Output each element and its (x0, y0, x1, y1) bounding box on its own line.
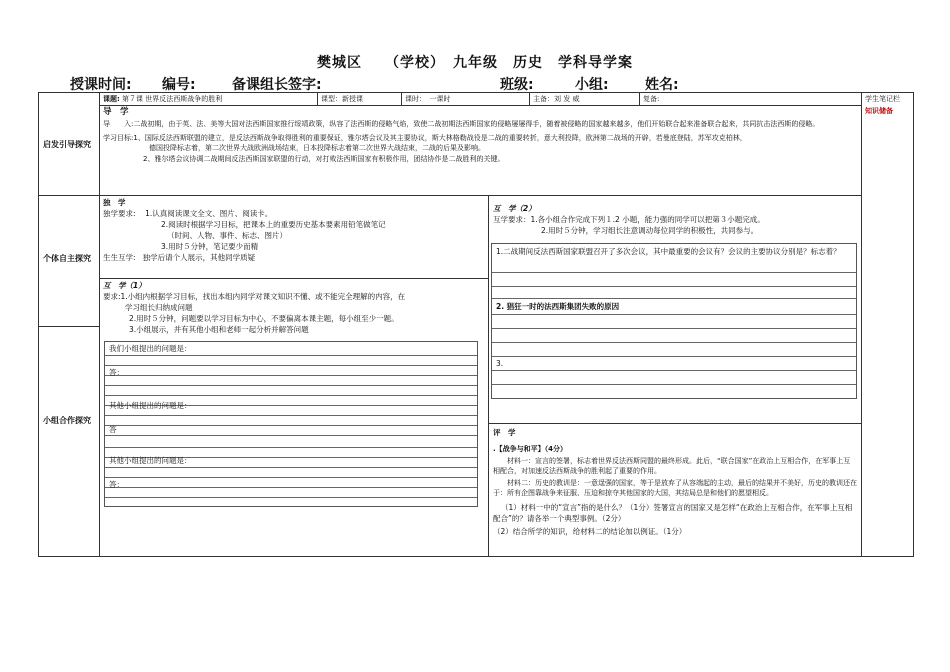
pair-study-2-question-1: 1.二战期间反法西斯国家联盟召开了多次会议，其中最重要的会议有？会议的主要协议分别是？标志着？ (496, 247, 841, 256)
self-study-req-label: 独学要求: (103, 209, 136, 218)
intro-section (103, 106, 855, 164)
worksheet-table (38, 92, 914, 557)
pair-study-2-req-1: 互学要求：1.各小组合作完成下列１.2 小题，能力强的同学可以把第３小题完成。 (493, 215, 765, 224)
self-study-section (103, 197, 483, 263)
lesson-period: 课时： 一课时 (405, 95, 451, 103)
self-study-req-1-text: 1.认真阅读课文全文、图片、阅读卡。 (145, 209, 273, 218)
learning-goals (103, 133, 855, 143)
own-group-question-label: 我们小组提出的问题是： (109, 344, 192, 353)
pair-study-1-req-1b: 学习组长归纳成问题 (125, 303, 193, 312)
self-study-req-1 (103, 208, 483, 219)
intro-lead-text: 二战初期，由于英、法、美等大国对法西斯国家推行绥靖政策，纵容了法西斯的侵略气焰，致使二战初期法西斯国家的侵略屡屡得手，随着被侵略的国家越来越多，他们开始联合起来准备联合起来，共同抗击法西斯的侵略。 (133, 120, 820, 128)
pair-study-1-req-2: 2.用时５分钟，问题要以学习目标为中心，不要偏离本课主题，每小组至少一题。 (129, 314, 399, 323)
pair-study-2-question-3: 3. (496, 359, 504, 368)
lesson-review: 复备: (643, 95, 660, 103)
lesson-author: 主备：刘 发 威 (533, 95, 580, 103)
evaluation-heading: 评 学 (493, 428, 516, 437)
intro-lead (103, 119, 855, 129)
stage-individual-inquiry: 个体自主探究 (43, 254, 91, 263)
evaluation-topic: .【战争与和平】（4分） (493, 445, 568, 453)
pair-study-1-req-3: 3.小组展示，并有其他小组和老师一起分析并解答问题 (129, 325, 309, 334)
topic-value: 第７课 世界反法西斯战争的胜利 (122, 95, 223, 103)
stage-guided-inquiry: 启发引导探究 (43, 140, 91, 149)
pair-study-2-question-2: 2. 猖狂一时的法西斯集团失败的原因 (496, 302, 620, 311)
pair-study-1-section (103, 280, 483, 335)
class-label: 班级: (500, 77, 534, 93)
stage-group-inquiry: 小组合作探究 (43, 416, 91, 425)
material-1: 材料一：宣言的签署，标志着世界反法西斯同盟的最终形成。此后，“联合国家”在政治上互相合作，在军事上互相配合，对加速反法西斯战争的胜利起了重要的作用。 (493, 457, 851, 475)
answer-field-2[interactable]: 答 (109, 425, 117, 434)
self-study-req-2b: （时间、人物、事件、标志、图片） (167, 231, 287, 240)
evaluation-section (493, 427, 857, 537)
pair-study-1-req-1: 要求:1.小组内根据学习目标，找出本组内同学对课文知识不懂、或不能完全理解的内容，在 (103, 292, 406, 301)
leader-signature-label: 备课组长签字: (232, 77, 322, 93)
learning-goals-label: 学习目标: (103, 134, 134, 142)
evaluation-question-1: （1）材料一中的“宣言”指的是什么？（1分）签署宣言的国家又是怎样“在政治上互相合作，在军事上互相配合”的？请各举一个典型事例。（2分） (493, 503, 853, 523)
pair-study-2-req-2: 2.用时５分钟，学习组长注意调动每位同学的积极性，共同参与。 (541, 226, 759, 235)
pair-study-2-heading: 互 学（2） (493, 204, 536, 213)
other-group-question-label-1: 其他小组提出的问题是： (109, 401, 192, 410)
mutual-study-text: 独学后请个人展示，其他同学质疑 (142, 253, 256, 262)
page-title: 樊城区 （学校） 九年级 历史 学科导学案 (317, 55, 633, 71)
group-questions-box (104, 341, 478, 507)
notes-column-title: 学生笔记栏 (865, 95, 900, 103)
evaluation-question-2: （2）结合所学的知识，给材料二的结论加以例证。（1分） (493, 527, 687, 536)
lesson-type: 课型：新授课 (321, 95, 363, 103)
intro-lead-label: 导 入: (103, 120, 134, 128)
date-label: 授课时间: (70, 77, 132, 93)
material-2: 材料二：历史的教训是：一意逞强的国家，等于是放弃了从容端起的主动，最后的结果并不美好，历史的教训还在于：所有企图靠战争来征服、压迫和掠夺其他国家的大国，其结局总是和他们的愿望相反。 (493, 479, 857, 497)
mutual-study-label: 生生互学: (103, 253, 136, 262)
name-label: 姓名: (645, 77, 679, 93)
learning-goal-2: 2、雅尔塔会议协调二战期间反法西斯国家联盟的行动，对打败法西斯国家有积极作用，团结协作是二战胜利的关键。 (143, 155, 505, 163)
other-group-question-label-2: 其他小组提出的问题是： (109, 456, 192, 465)
intro-heading: 导 学 (103, 107, 129, 117)
learning-goal-1: 1、国际反法西斯联盟的建立，是反法西斯战争取得胜利的重要保证，雅尔塔会议及其主要协议，斯大林格勒战役是二战的重要转折，意大利投降，欧洲第二战场的开辟，若曼底登陆，苏军攻克柏林， (133, 134, 747, 142)
learning-goal-1-cont: 德国投降标志着，第二次世界大战欧洲战场结束，日本投降标志着第二次世界大战结束，二战的后果及影响。 (149, 144, 485, 152)
self-study-heading: 独 学 (103, 198, 126, 207)
mutual-study (103, 252, 483, 263)
pair-study-2-questions-box (491, 243, 857, 399)
topic-cell (103, 94, 222, 104)
pair-study-2-section (493, 203, 857, 236)
notes-column-subtitle: 知识储备 (865, 107, 893, 115)
self-study-req-3: 3.用时５分钟，笔记要少而精 (161, 242, 259, 251)
answer-field-3[interactable]: 答： (109, 480, 124, 489)
number-label: 编号: (162, 77, 196, 93)
topic-label: 课题: (103, 95, 120, 103)
answer-field-1[interactable]: 答： (109, 368, 124, 377)
self-study-req-2: 2.阅读时根据学习目标，把课本上的重要历史基本要素用铅笔做笔记 (161, 220, 386, 229)
pair-study-1-heading: 互 学（1） (103, 281, 146, 290)
group-label: 小组: (575, 77, 609, 93)
